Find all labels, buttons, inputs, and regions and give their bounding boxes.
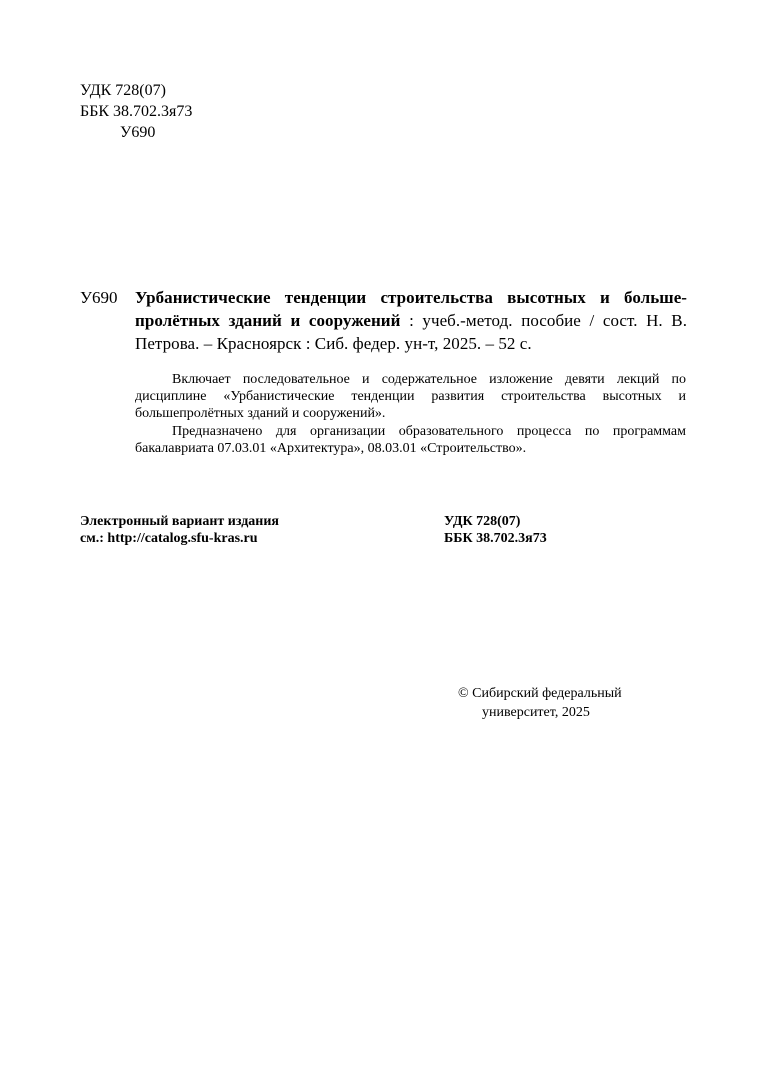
copyright-line-2: университет, 2025: [482, 705, 590, 720]
electronic-udk: УДК 728(07): [444, 514, 521, 529]
bbk-code: ББК 38.702.3я73: [80, 103, 193, 120]
electronic-bbk: ББК 38.702.3я73: [444, 531, 547, 546]
annotation-paragraph-2: Предназначено для организации образовательного процесса по программам бакалавриата 07.03.01 «Архитектура», 08.03.01 «Строительство».: [135, 424, 686, 456]
classification-block: [80, 80, 192, 143]
record-description: [135, 286, 687, 355]
copyright-line-1: © Сибирский федеральный: [458, 686, 622, 701]
annotation-paragraph-1: Включает последовательное и содержательное изложение девяти лекций по дисциплине «Урбанистические тенденции развития строительства высотных и большепролётных зданий и сооружений».: [135, 372, 686, 421]
udk-code: УДК 728(07): [80, 82, 166, 99]
record-details: : учеб.-метод. пособие / сост. Н. В. Петрова. – Красноярск : Сиб. федер. ун-т, 2025. – 52 с.: [135, 311, 687, 353]
electronic-classification-block: [444, 513, 547, 547]
author-mark: У690: [120, 124, 156, 141]
catalog-link[interactable]: см.: http://catalog.sfu-kras.ru: [80, 531, 258, 546]
record-author-mark: У690: [80, 288, 118, 307]
electronic-version-block: [80, 513, 279, 547]
bibliographic-record: [80, 286, 687, 355]
annotation: [135, 371, 686, 457]
record-title: Урбанистические тенденции строительства высотных и больше-пролётных зданий и сооружений: [135, 288, 687, 330]
copyright-block: [458, 684, 622, 722]
electronic-version-label: Электронный вариант издания: [80, 514, 279, 529]
